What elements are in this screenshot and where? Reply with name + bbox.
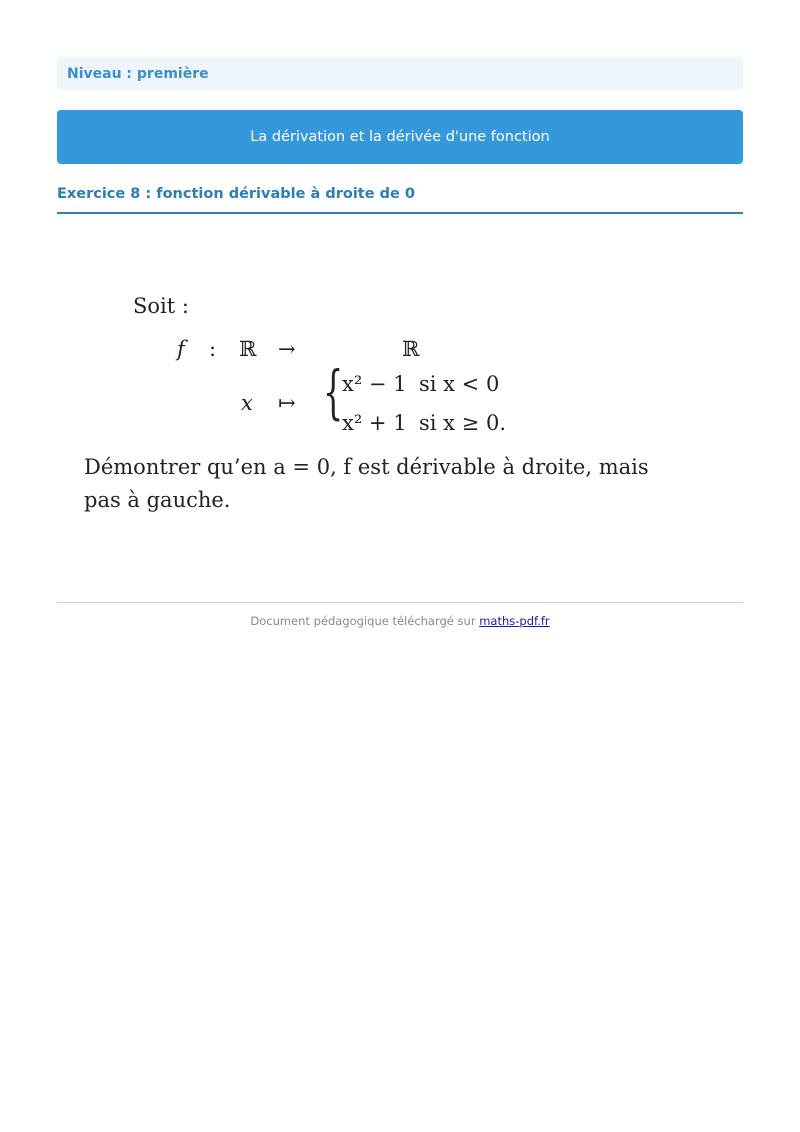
level-label: [57, 57, 743, 90]
case-1-condition: si x < 0: [419, 372, 500, 396]
chapter-title-banner: [57, 110, 743, 164]
chapter-title: La dérivation et la dérivée d'une fonction: [250, 129, 550, 145]
exercise-statement: [57, 280, 743, 530]
case-2-condition: si x ≥ 0.: [419, 411, 506, 435]
exercise-title: Exercice 8 : fonction dérivable à droite de 0: [57, 186, 415, 202]
function-codomain: ℝ: [402, 337, 420, 361]
case-1-expression: x² − 1: [342, 372, 407, 396]
statement-intro: Soit :: [133, 294, 189, 318]
exercise-heading: [57, 186, 743, 214]
footer: [0, 614, 800, 628]
function-arrow: →: [278, 337, 296, 361]
question-line-1: Démontrer qu’en a = 0, f est dérivable à droite, mais: [84, 455, 649, 479]
level-text: Niveau : première: [67, 65, 209, 82]
footer-link[interactable]: maths-pdf.fr: [479, 614, 550, 628]
function-domain: ℝ: [239, 337, 257, 361]
cases-brace: {: [323, 358, 344, 426]
function-variable: x: [241, 391, 253, 415]
function-mapsto: ↦: [278, 391, 296, 415]
footer-divider: [57, 602, 743, 603]
footer-text: Document pédagogique téléchargé sur: [250, 614, 476, 628]
question-line-2: pas à gauche.: [84, 488, 231, 512]
function-name: f: [177, 337, 185, 361]
case-2-expression: x² + 1: [342, 411, 407, 435]
function-colon: :: [209, 337, 217, 361]
